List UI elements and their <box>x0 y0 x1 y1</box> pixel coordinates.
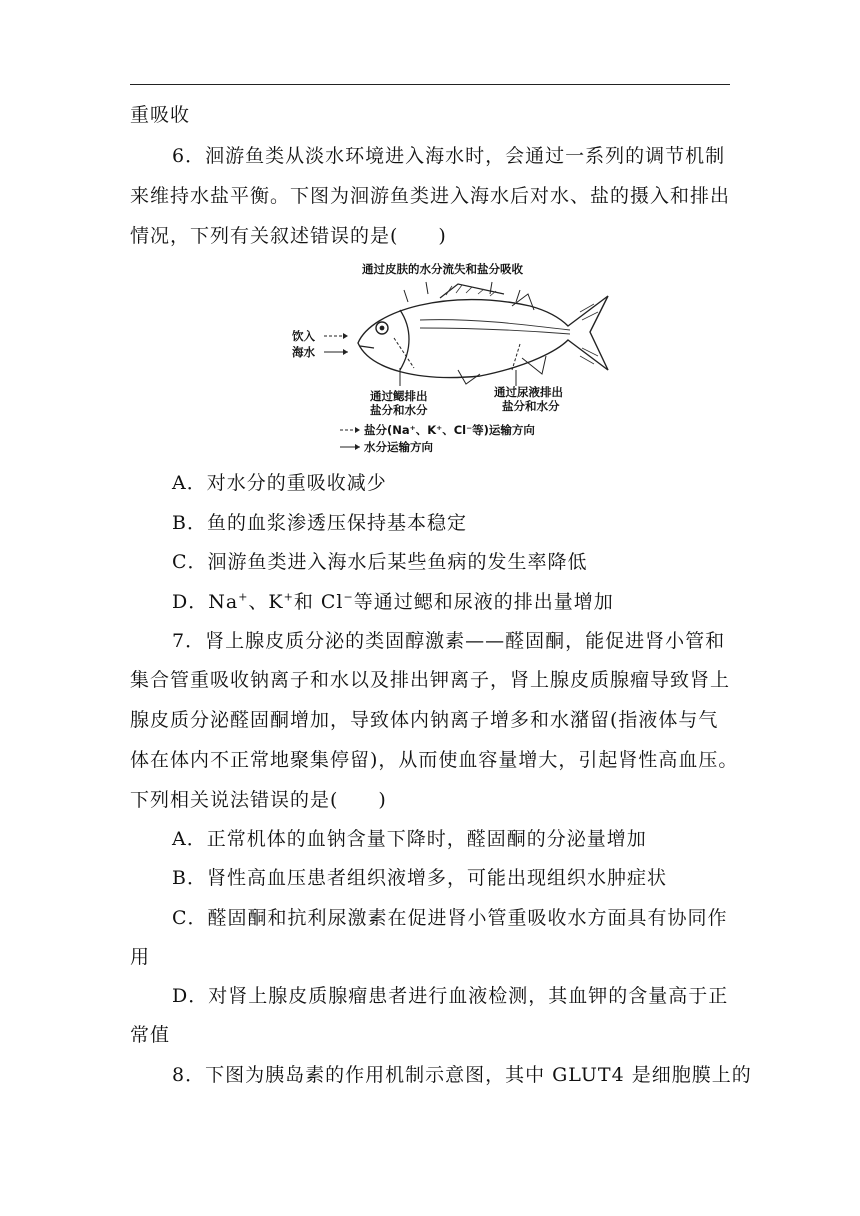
legend-salt-label: 盐分(Na⁺、K⁺、Cl⁻等)运输方向 <box>364 423 535 437</box>
urine-label-1: 通过尿液排出 <box>494 385 563 399</box>
superscript: + <box>238 590 249 604</box>
superscript: + <box>283 590 294 604</box>
question-8-stem: 8．下图为胰岛素的作用机制示意图，其中 GLUT4 是细胞膜上的 <box>172 1064 752 1086</box>
gill-label-2: 盐分和水分 <box>370 403 428 417</box>
text-line: 情况，下列有关叙述错误的是( ) <box>130 225 447 247</box>
superscript: − <box>343 590 354 604</box>
option-d: D．对肾上腺皮质腺瘤患者进行血液检测，其血钾的含量高于正 <box>172 985 729 1007</box>
option-c: C．洄游鱼类进入海水后某些鱼病的发生率降低 <box>172 551 588 573</box>
urine-label-2: 盐分和水分 <box>502 399 560 413</box>
option-c: C．醛固酮和抗利尿激素在促进肾小管重吸收水方面具有协同作 <box>172 907 728 929</box>
option-d-text: 等通过鳃和尿液的排出量增加 <box>353 591 614 613</box>
option-d <box>172 589 772 615</box>
option-d-text: D．Na <box>172 591 239 613</box>
option-a: A．对水分的重吸收减少 <box>172 472 387 494</box>
text-line: 来维持水盐平衡。下图为洄游鱼类进入海水后对水、盐的摄入和排出 <box>130 185 731 207</box>
text-line: 集合管重吸收钠离子和水以及排出钾离子，肾上腺皮质腺瘤导致肾上 <box>130 669 731 691</box>
option-d-text: 和 Cl <box>293 591 344 613</box>
option-b: B．鱼的血浆渗透压保持基本稳定 <box>172 512 467 534</box>
text-line: 重吸收 <box>130 104 191 126</box>
gill-label-1: 通过鳃排出 <box>370 389 428 403</box>
option-d-text: 、K <box>248 591 284 613</box>
figure-top-label: 通过皮肤的水分流失和盐分吸收 <box>362 262 523 276</box>
question-7-stem: 7．肾上腺皮质分泌的类固醇激素——醛固酮，能促进肾小管和 <box>172 630 726 652</box>
text-line: 常值 <box>130 1024 171 1046</box>
text-line: 用 <box>130 946 151 968</box>
header-rule <box>130 84 730 85</box>
drink-label: 饮入 <box>292 329 315 343</box>
question-6-stem: 6．洄游鱼类从淡水环境进入海水时，会通过一系列的调节机制 <box>172 145 726 167</box>
text-line: 下列相关说法错误的是( ) <box>130 789 387 811</box>
fish-illustration <box>358 282 608 384</box>
text-line: 体在体内不正常地聚集停留)，从而使血容量增大，引起肾性高血压。 <box>130 749 739 771</box>
legend-water-label: 水分运输方向 <box>364 440 433 454</box>
seawater-label: 海水 <box>292 345 315 359</box>
text-line: 腺皮质分泌醛固酮增加，导致体内钠离子增多和水潴留(指液体与气 <box>130 709 719 731</box>
option-a: A．正常机体的血钠含量下降时，醛固酮的分泌量增加 <box>172 828 647 850</box>
option-b: B．肾性高血压患者组织液增多，可能出现组织水肿症状 <box>172 867 667 889</box>
fish-osmoregulation-figure <box>290 258 620 458</box>
